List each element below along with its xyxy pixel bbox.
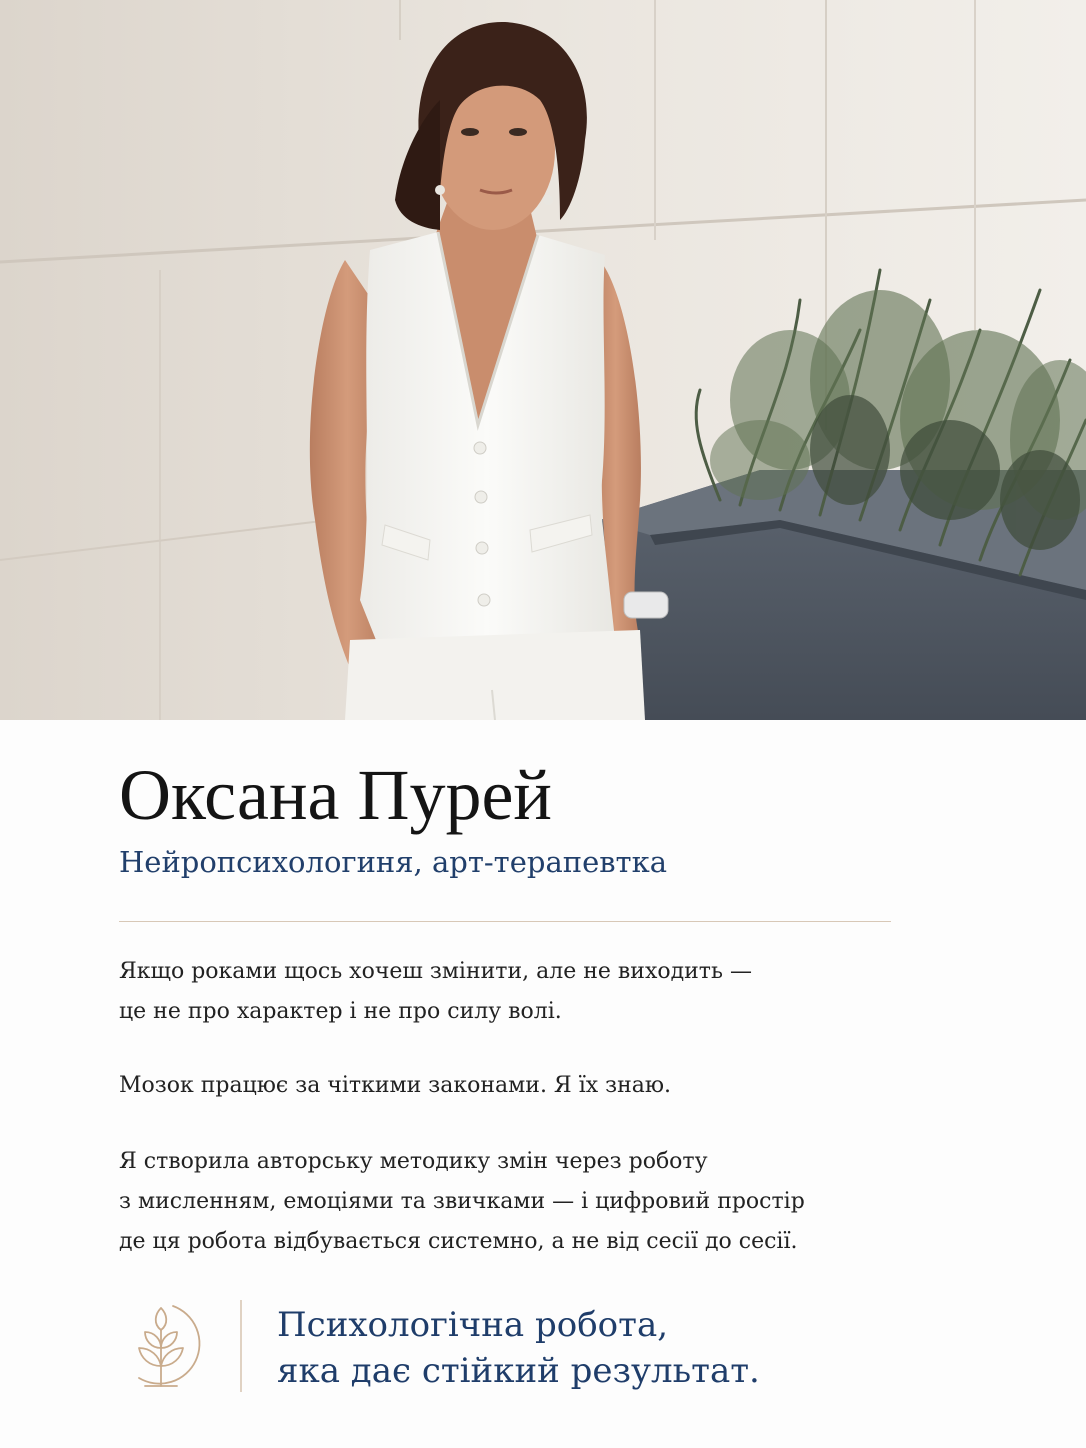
text-line: де ця робота відбувається системно, а не від сесії до сесії. bbox=[119, 1229, 798, 1254]
text-line: це не про характер і не про силу волі. bbox=[119, 999, 562, 1024]
intro-paragraph-3 bbox=[119, 1142, 805, 1262]
tagline-line: Психологічна робота, bbox=[277, 1305, 669, 1345]
sprout-icon bbox=[121, 1300, 213, 1392]
text-line: Якщо роками щось хочеш змінити, але не виходить — bbox=[119, 959, 752, 984]
tagline bbox=[277, 1302, 760, 1394]
text-line: з мисленням, емоціями та звичками — і цифровий простір bbox=[119, 1189, 805, 1214]
portrait-photo bbox=[0, 0, 1086, 720]
tagline-line: яка дає стійкий результат. bbox=[277, 1351, 760, 1391]
tagline-divider bbox=[240, 1300, 242, 1392]
intro-paragraph-2 bbox=[119, 1066, 671, 1106]
profile-name: Оксана Пурей bbox=[119, 755, 552, 835]
section-divider bbox=[119, 921, 891, 922]
intro-paragraph-1 bbox=[119, 952, 752, 1032]
text-line: Я створила авторську методику змін через роботу bbox=[119, 1149, 708, 1174]
profile-title: Нейропсихологиня, арт-терапевтка bbox=[119, 845, 668, 879]
text-line: Мозок працює за чіткими законами. Я їх знаю. bbox=[119, 1073, 672, 1098]
